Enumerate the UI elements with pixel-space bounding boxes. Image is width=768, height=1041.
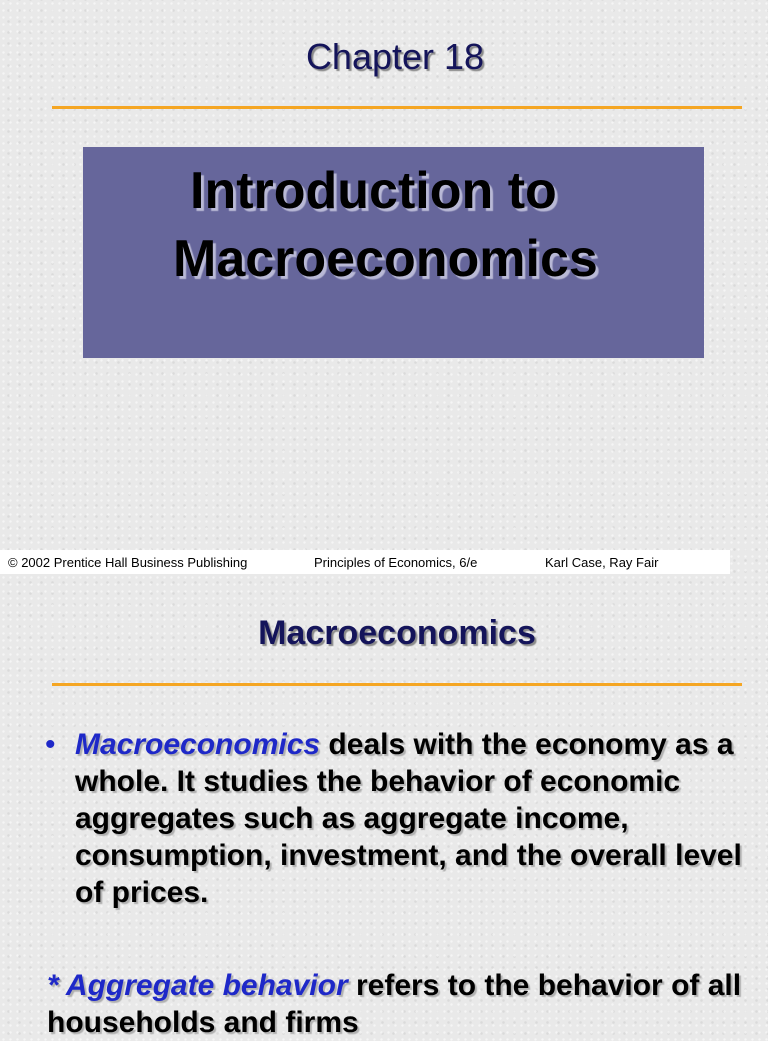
bullet-text: deals with the economy as a whole. It studies the behavior of economic aggregates such as aggregate income, consumption, investment, and the overall level of prices.	[75, 728, 742, 909]
slide-macroeconomics	[0, 576, 768, 1039]
slide-footer	[0, 550, 730, 574]
title-line-1: Introduction to	[190, 162, 557, 220]
accent-divider	[52, 683, 742, 686]
bullet-marker: •	[45, 728, 56, 761]
bullet-text: refers to the behavior of all households and firms	[47, 969, 742, 1039]
footer-book-title: Principles of Economics, 6/e	[314, 555, 478, 570]
footer-authors: Karl Case, Ray Fair	[545, 555, 659, 570]
bullet-item-macroeconomics	[75, 726, 745, 911]
accent-divider	[52, 106, 742, 109]
footer-copyright: © 2002 Prentice Hall Business Publishing	[8, 555, 248, 570]
term-macroeconomics: Macroeconomics	[75, 728, 321, 761]
bullet-item-aggregate-behavior	[47, 967, 747, 1041]
term-aggregate-behavior: Aggregate behavior	[65, 969, 348, 1002]
slide-title: Macroeconomics	[258, 614, 536, 652]
chapter-heading: Chapter 18	[305, 36, 485, 77]
bullet-marker-asterisk: *	[47, 969, 66, 1002]
title-line-2: Macroeconomics	[173, 230, 598, 288]
title-box	[83, 147, 704, 358]
